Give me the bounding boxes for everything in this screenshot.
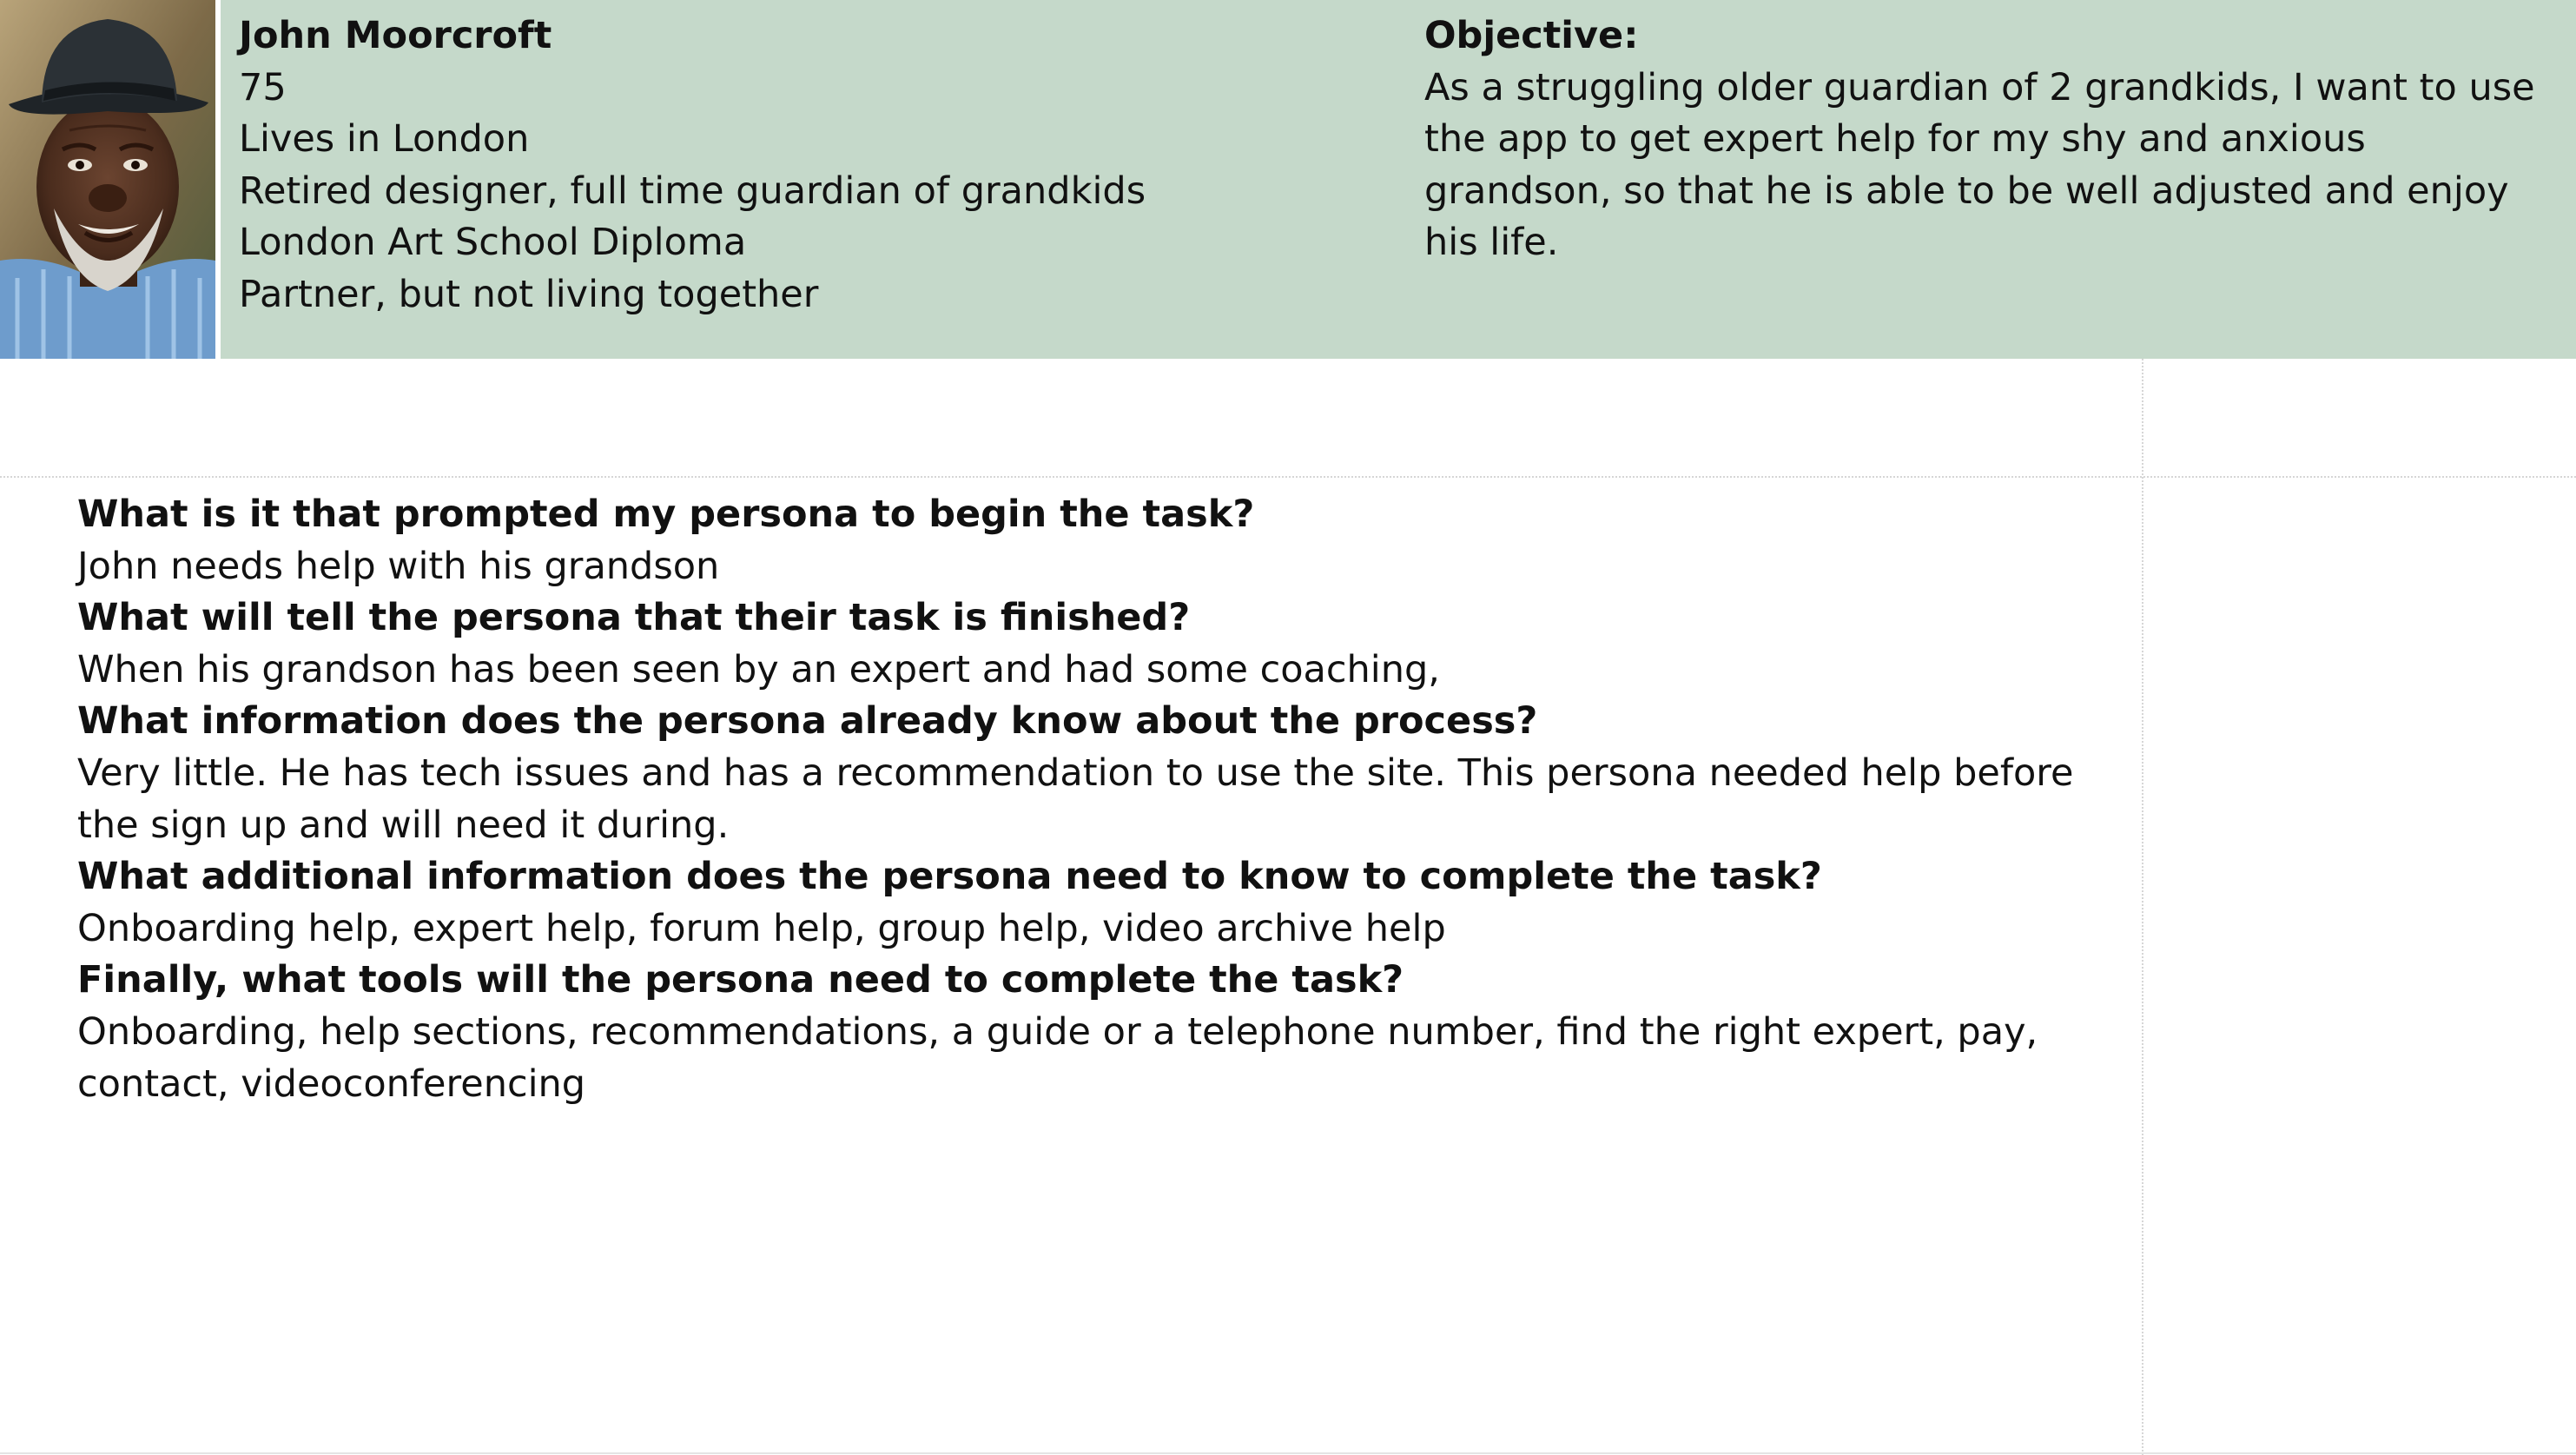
answer-2: When his grandson has been seen by an expert and had some coaching, [77, 647, 1440, 691]
persona-name: John Moorcroft [239, 14, 552, 57]
portrait-photo-icon [0, 0, 215, 359]
answer-4: Onboarding help, expert help, forum help, group help, video archive help [77, 906, 1446, 950]
question-answer-list [77, 489, 2092, 1110]
persona-location: Lives in London [239, 117, 530, 162]
objective-section [1424, 10, 2553, 269]
persona-age: 75 [239, 65, 287, 109]
question-4: What additional information does the persona need to know to complete the task? [77, 855, 1822, 899]
persona-photo [0, 0, 221, 359]
answer-1: John needs help with his grandson [77, 544, 720, 588]
question-5: Finally, what tools will the persona need to complete the task? [77, 958, 1404, 1002]
persona-occupation: Retired designer, full time guardian of grandkids [239, 169, 1146, 213]
persona-education: London Art School Diploma [239, 221, 747, 265]
objective-text: As a struggling older guardian of 2 grandkids, I want to use the app to get expert help for my shy and anxious grandson, so that he is able to be well adjusted and enjoy his life. [1424, 65, 2535, 265]
horizontal-guide-line [0, 476, 2576, 478]
question-2: What will tell the persona that their task is finished? [77, 596, 1191, 640]
answer-3: Very little. He has tech issues and has a recommendation to use the site. This persona needed help before the sign up and will need it during. [77, 751, 2074, 847]
persona-profile [239, 10, 1394, 321]
persona-relationship: Partner, but not living together [239, 272, 819, 316]
question-3: What information does the persona already know about the process? [77, 699, 1538, 744]
bottom-border-line [0, 1452, 2576, 1454]
objective-heading: Objective: [1424, 14, 1639, 57]
answer-5: Onboarding, help sections, recommendations, a guide or a telephone number, find the right expert, pay, contact, videoconferencing [77, 1009, 2038, 1106]
question-1: What is it that prompted my persona to begin the task? [77, 493, 1255, 536]
